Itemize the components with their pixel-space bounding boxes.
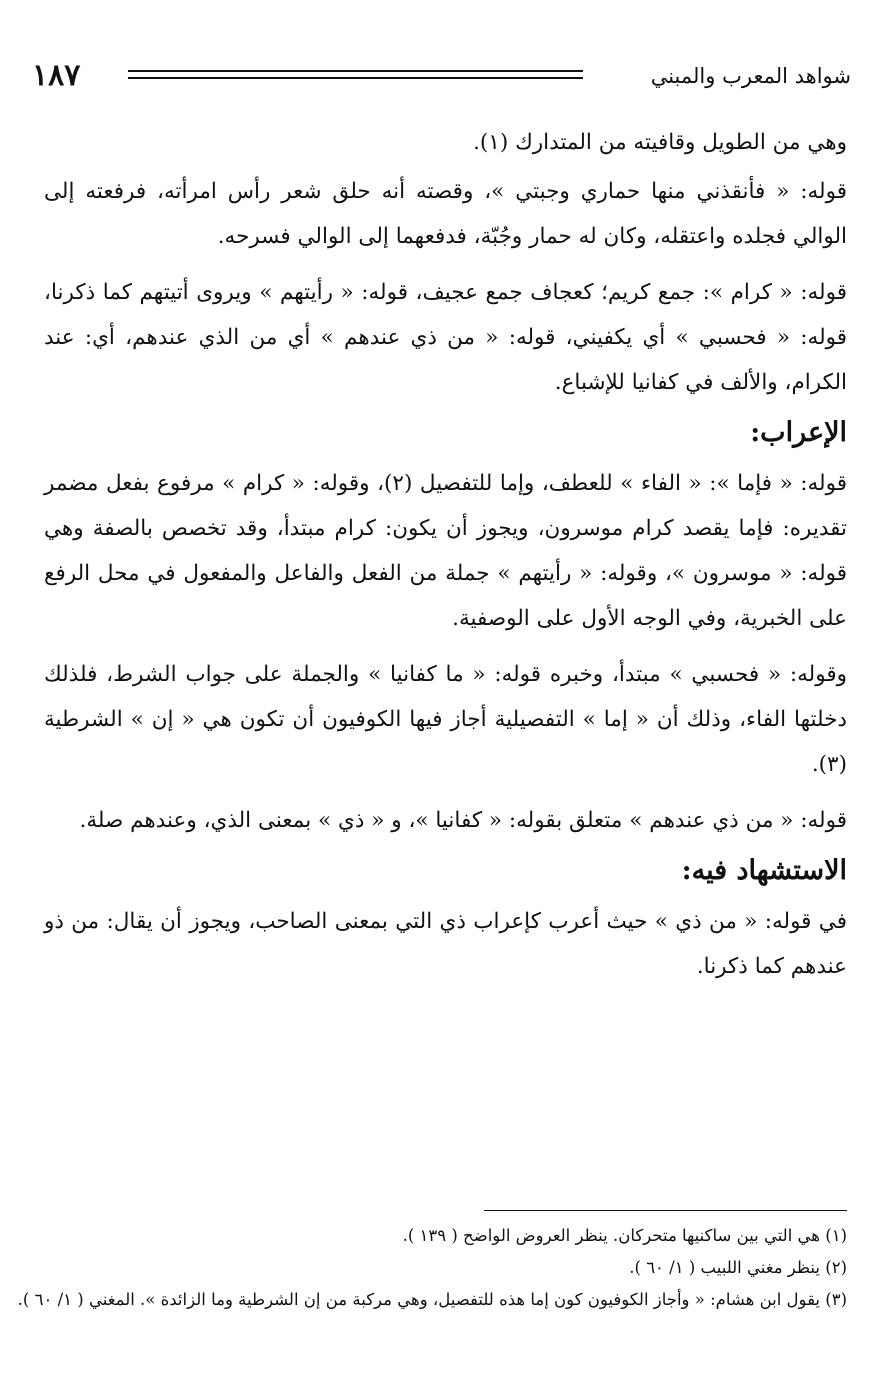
header-double-rule <box>128 70 583 79</box>
paragraph-iraab-1: قوله: « فإما »: « الفاء » للعطف، وإما للتفصيل (٢)، وقوله: « كرام » مرفوع بفعل مضمر تقديره: فإما يقصد كرام موسرون، ويجوز أن يكون: كرام مبتدأ، وقد تخصص بالصفة وهي قوله: « موسرون »، وقوله: « رأيتهم » جملة من الفعل والفاعل والمفعول في محل الرفع على الخبرية، وفي الوجه الأول على الوصفية. <box>44 471 847 631</box>
section-heading-istishhad: الاستشهاد فيه: <box>681 855 847 886</box>
footnote-1: (١) هي التي بين ساكنيها متحركان. ينظر العروض الواضح ( ١٣٩ ). <box>402 1226 847 1245</box>
page-number: ١٨٧ <box>32 58 81 93</box>
section-heading-iraab: الإعراب: <box>750 417 847 448</box>
footnote-separator <box>484 1210 847 1211</box>
paragraph-iraab-3: قوله: « من ذي عندهم » متعلق بقوله: « كفانيا »، و « ذي » بمعنى الذي، وعندهم صلة. <box>79 808 847 833</box>
paragraph-meter: وهي من الطويل وقافيته من المتدارك (١). <box>473 130 847 155</box>
footnote-3: (٣) يقول ابن هشام: « وأجاز الكوفيون كون إما هذه للتفصيل، وهي مركبة من إن الشرطية وما الزائدة ». المغني ( ١/ ٦٠ ). <box>17 1290 847 1309</box>
paragraph-istishhad: في قوله: « من ذي » حيث أعرب كإعراب ذي التي بمعنى الصاحب، ويجوز أن يقال: من ذو عندهم كما ذكرنا. <box>44 909 847 979</box>
paragraph-iraab-2: وقوله: « فحسبي » مبتدأ، وخبره قوله: « ما كفانيا » والجملة على جواب الشرط، فلذلك دخلتها الفاء، وذلك أن « إما » التفصيلية أجاز فيها الكوفيون أن تكون هي « إن » الشرطية (٣). <box>44 662 847 777</box>
running-header <box>32 58 851 94</box>
main-text <box>44 120 847 1000</box>
paragraph-story: قوله: « فأنقذني منها حماري وجبتي »، وقصته أنه حلق شعر رأس امرأته، فرفعته إلى الوالي فجلده واعتقله، وكان له حمار وجُبّة، فدفعهما إلى الوالي فسرحه. <box>44 179 847 249</box>
footnotes <box>17 1220 847 1316</box>
footnote-2: (٢) ينظر مغني اللبيب ( ١/ ٦٠ ). <box>629 1258 847 1277</box>
running-title: شواهد المعرب والمبني <box>650 64 851 88</box>
paragraph-vocabulary: قوله: « كرام »: جمع كريم؛ كعجاف جمع عجيف، قوله: « رأيتهم » ويروى أتيتهم كما ذكرنا، قوله: « فحسبي » أي يكفيني، قوله: « من ذي عندهم » أي من الذي عندهم، أي: عند الكرام، والألف في كفانيا للإشباع. <box>44 280 847 395</box>
